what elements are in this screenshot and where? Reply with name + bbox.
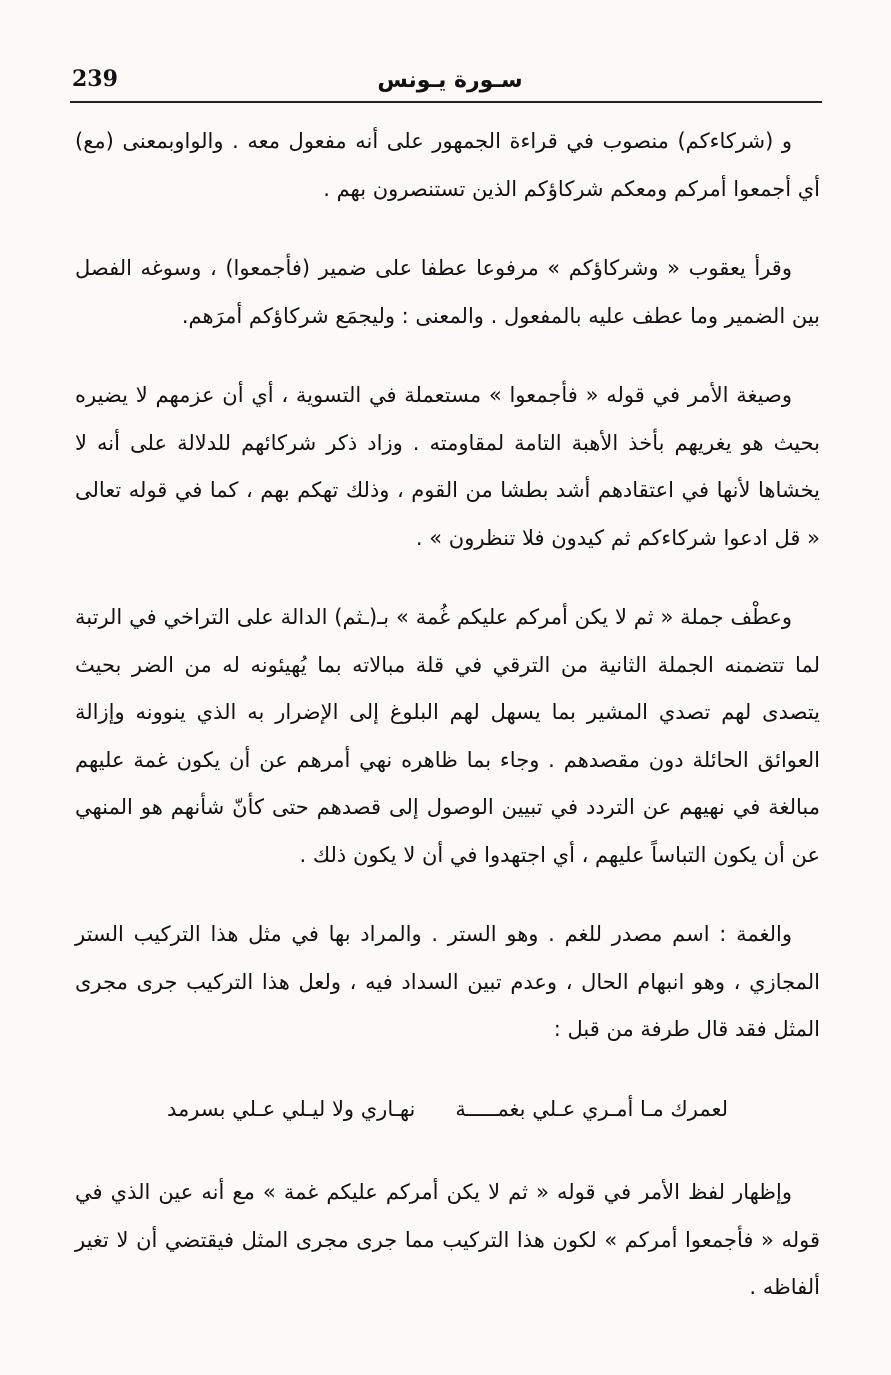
paragraph-6: وإظهار لفظ الأمر في قوله « ثم لا يكن أمركم عليكم غمة » مع أنه عين الذي في قوله « فأجمعوا أمركم » لكون هذا التركيب مما جرى مجرى المثل فيقتضي أن لا تغير ألفاظه .	[75, 1180, 820, 1299]
verse-first-hemistich: لعمرك مـا أمـري عـلي بغمـــــة	[455, 1096, 728, 1121]
verse-second-hemistich: نهـاري ولا ليـلي عـلي بسرمد	[167, 1096, 416, 1121]
running-title: سـورة يـونس	[377, 68, 523, 93]
page-number: 239	[72, 66, 118, 92]
paragraph-1: و (شركاءكم) منصوب في قراءة الجمهور على أنه مفعول معه . والواوبمعنى (مع) أي أجمعوا أمركم ومعكم شركاؤكم الذين تستنصرون بهم .	[75, 129, 820, 201]
body-text	[75, 118, 820, 1312]
paragraph-4: وعطْف جملة « ثم لا يكن أمركم عليكم غُمة » بـ(ـثم) الدالة على التراخي في الرتبة لما تتضمنه الجملة الثانية من الترقي في قلة مبالاته بما يُهيئونه له من الضر بحيث يتصدى لهم تصدي المشير بما يسهل لهم البلوغ إلى الإضرار به الذي ينوونه وإزالة العوائق الحائلة دون مقصدهم . وجاء بما ظاهره نهي أمرهم عن أن يكون غمة عليهم مبالغة في نهيهم عن التردد في تبيين الوصول إلى قصدهم حتى كأنّ شأنهم هو المنهي عن أن يكون التباساً عليهم ، أي اجتهدوا في أن لا يكون ذلك .	[75, 605, 820, 867]
paragraph-5: والغمة : اسم مصدر للغم . وهو الستر . والمراد بها في مثل هذا التركيب الستر المجازي ، وهو انبهام الحال ، وعدم تبين السداد فيه ، ولعل هذا التركيب جرى مجرى المثل فقد قال طرفة من قبل :	[75, 922, 820, 1041]
paragraph-3: وصيغة الأمر في قوله « فأجمعوا » مستعملة في التسوية ، أي أن عزمهم لا يضيره بحيث هو يغريهم بأخذ الأهبة التامة لمقاومته . وزاد ذكر شركائهم للدلالة على أنه لا يخشاها لأنها في اعتقادهم أشد بطشا من القوم ، وذلك تهكم بهم ، كما في قوله تعالى « قل ادعوا شركاءكم ثم كيدون فلا تنظرون » .	[75, 383, 820, 550]
paragraph-2: وقرأ يعقوب « وشركاؤكم » مرفوعا عطفا على ضمير (فأجمعوا) ، وسوغه الفصل بين الضمير وما عطف عليه بالمفعول . والمعنى : وليجمَع شركاؤكم أمرَهم.	[75, 256, 820, 328]
header-rule	[70, 101, 822, 103]
poetry-verse	[75, 1086, 820, 1134]
